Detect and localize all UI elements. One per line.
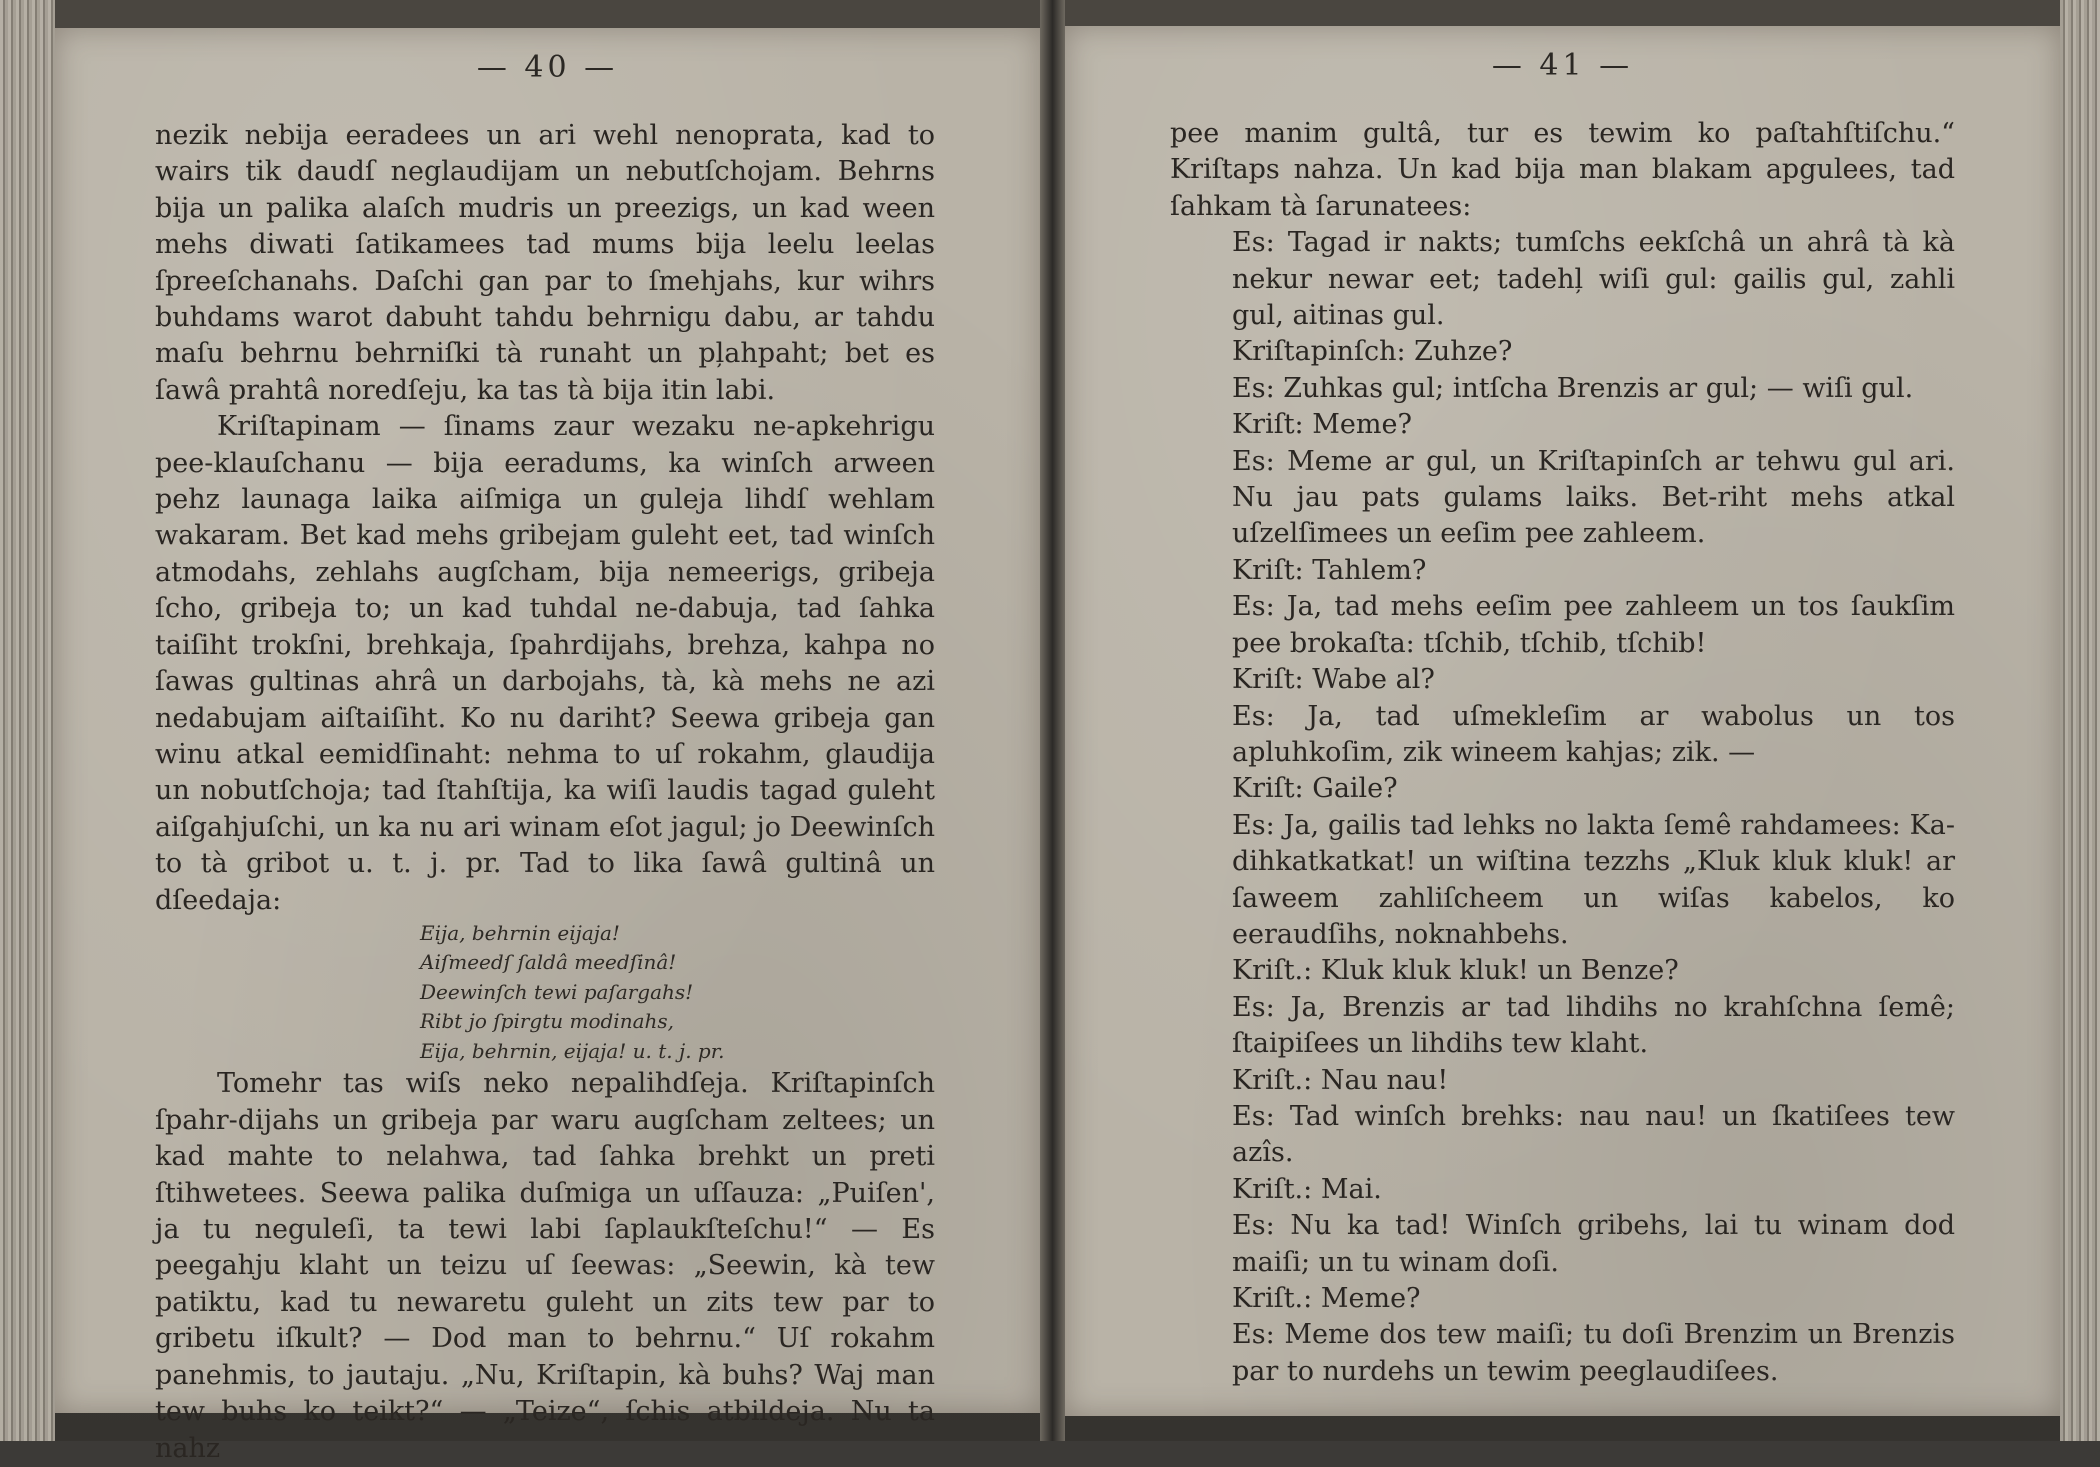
speaker-name: Kriſt.:: [1232, 955, 1313, 987]
speaker-name: Es:: [1232, 1210, 1275, 1242]
dialogue-line: [1170, 771, 1955, 807]
right-page-edges: [2060, 0, 2100, 1441]
dialogue-line: [1170, 1063, 1955, 1099]
dialogue-line: [1170, 1281, 1955, 1317]
paragraph: Kriſtapinam — ſinams zaur wezaku ne-apkehrigu pee-klauſchanu — bija eeradums, ka winſch arween pehz launaga laika aiſmiga un guleja lihdſ wehlam wakaram. Bet kad mehs gribejam guleht eet, tad winſch atmodahs, zehlahs augſcham, bija nemeerigs, gribeja ſcho, gribeja to; un kad tuhdal ne-dabuja, tad ſahka taiſiht trokſni, brehkaja, ſpahrdijahs, brehza, kahpa no ſawas gultinas ahrâ un darbojahs, tà, kà mehs ne azi nedabujam aiſtaiſiht. Ko nu dariht? Seewa gribeja gan winu atkal eemidſinaht: nehma to uſ rokahm, glaudija un nobutſchoja; tad ſtahſtija, ka wiſi laudis tagad guleht aiſgahjuſchi, un ka nu ari winam eſot jagul; jo Deewinſch to tà gribot u. t. j. pr. Tad to lika ſawâ gultinâ un dſeedaja:: [155, 411, 935, 916]
dialogue-line: [1170, 662, 1955, 698]
dialogue-line: [1170, 1172, 1955, 1208]
page-number-left: — 40 —: [476, 50, 619, 85]
dialogue-line: [1170, 1317, 1955, 1390]
speaker-name: Kriſt.:: [1232, 1173, 1313, 1205]
speaker-text: Tahlem?: [1312, 554, 1427, 586]
speaker-name: Kriſt.:: [1232, 1283, 1313, 1314]
speaker-text: Tagad ir nakts; tumſchs eekſchâ un ahrâ tà kà nekur newar eet; tadehļ wiſi gul: gailis gul, zahli gul, aitinas gul.: [1232, 227, 1955, 332]
speaker-name: Es:: [1232, 809, 1275, 841]
book-gutter: [1040, 0, 1065, 1441]
paragraph: pee manim gultâ, tur es tewim ko paſtahſtiſchu.“ Kriſtaps nahza. Un kad bija man blakam apgulees, tad ſahkam tà ſarunatees:: [1170, 118, 1955, 222]
speaker-name: Kriſt:: [1232, 773, 1304, 805]
left-page-edges: [0, 0, 55, 1441]
speaker-text: Mai.: [1320, 1173, 1382, 1205]
dialogue-line: [1170, 553, 1955, 589]
paragraph: Tomehr tas wiſs neko nepalihdſeja. Kriſtapinſch ſpahr-dijahs un gribeja par waru augſcham zeltees; un kad mahte to nelahwa, tad ſahka brehkt un preti ſtihwetees. Seewa palika duſmiga un uſſauza: „Puiſen', ja tu neguleſi, ta tewi labi ſaplaukſteſchu!“ — Es peegahju klaht un teizu uſ ſeewas: „Seewin, kà tew patiktu, kad tu newaretu guleht un zits tew par to gribetu iſkult? — Dod man to behrnu.“ Uſ rokahm panehmis, to jautaju. „Nu, Kriſtapin, kà buhs? Waj man tew buhs ko teikt?“ — „Teize“, ſchis atbildeja. Nu ta nahz: [155, 1068, 935, 1464]
speaker-name: Es:: [1232, 372, 1275, 404]
speaker-text: Kluk kluk kluk! un Benze?: [1320, 955, 1679, 987]
speaker-text: Gaile?: [1312, 773, 1398, 805]
dialogue-line: [1170, 334, 1955, 370]
speaker-name: Kriſt.:: [1232, 1064, 1313, 1096]
speaker-name: Es:: [1232, 1100, 1275, 1132]
speaker-text: Meme dos tew maiſi; tu doſi Brenzim un Brenzis par to nurdehs un tewim peeglaudiſees.: [1232, 1319, 1955, 1387]
page-number-right: — 41 —: [1491, 48, 1634, 83]
left-page-text: [155, 118, 935, 1467]
speaker-text: Zuhkas gul; intſcha Brenzis ar gul; — wiſi gul.: [1283, 372, 1914, 404]
speaker-text: Nau nau!: [1320, 1064, 1449, 1096]
verse-line: Aiſmeedſ ſaldâ meedſinâ!: [420, 950, 677, 975]
speaker-name: Es:: [1232, 1319, 1275, 1351]
dialogue-line: [1170, 1099, 1955, 1172]
speaker-text: Ja, gailis tad lehks no lakta ſemê rahdamees: Ka-dihkatkatkat! un wiſtina tezzhs „Kluk kluk kluk! ar ſaweem zahliſcheem un wiſas kabelos, ko eeraudſihs, noknahbehs.: [1232, 809, 1956, 950]
speaker-text: Wabe al?: [1312, 664, 1435, 696]
speaker-text: Meme?: [1320, 1283, 1421, 1314]
speaker-name: Es:: [1232, 700, 1275, 732]
dialogue-line: [1170, 953, 1955, 989]
dialogue-line: [1170, 225, 1955, 334]
verse-line: Eija, behrnin eijaja!: [420, 920, 620, 945]
dialogue-line: [1170, 444, 1955, 553]
left-page: [55, 28, 1040, 1464]
speaker-text: Tad winſch brehks: nau nau! un ſkatiſees tew azîs.: [1232, 1100, 1955, 1169]
dialogue-line: [1170, 589, 1955, 662]
speaker-text: Ja, tad mehs eeſim pee zahleem un tos ſaukſim pee brokaſta: tſchib, tſchib, tſchib!: [1232, 591, 1955, 659]
speaker-name: Es:: [1232, 591, 1275, 623]
speaker-name: Kriſt:: [1232, 554, 1304, 586]
dialogue-line: [1170, 699, 1955, 772]
speaker-name: Es:: [1232, 227, 1275, 259]
speaker-name: Kriſt:: [1232, 664, 1304, 696]
verse-line: Deewinſch tewi paſargahs!: [420, 979, 694, 1004]
dialogue-line: [1170, 1208, 1955, 1281]
verse-line: Eija, behrnin, eijaja! u. t. j. pr.: [420, 1038, 725, 1063]
speaker-text: Meme ar gul, un Kriſtapinſch ar tehwu gul ari. Nu jau pats gulams laiks. Bet-riht mehs atkal uſzelſimees un eeſim pee zahleem.: [1232, 445, 1955, 550]
right-page: [1065, 26, 2060, 1416]
speaker-text: Ja, Brenzis ar tad lihdihs no krahſchna ſemê; ſtaipiſees un lihdihs tew klaht.: [1232, 991, 1955, 1060]
lullaby-verse: [420, 919, 935, 1067]
speaker-text: Zuhze?: [1414, 336, 1513, 368]
verse-line: Ribt jo ſpirgtu modinahs,: [420, 1009, 675, 1034]
speaker-text: Meme?: [1312, 409, 1412, 441]
dialogue-line: [1170, 407, 1955, 443]
paragraph: nezik nebija eeradees un ari wehl nenoprata, kad to wairs tik daudſ neglaudijam un nebutſchojam. Behrns bija un palika alaſch mudris un preezigs, un kad ween mehs diwati ſatikamees tad mums bija leelu leelas ſpreeſchanahs. Daſchi gan par to ſmehjahs, kur wihrs buhdams warot dabuht tahdu behrnigu dabu, ar tahdu maſu behrnu behrniſki tà runaht un pļahpaht; bet es ſawâ prahtâ noredſeju, ka tas tà bija itin labi.: [155, 120, 935, 406]
speaker-name: Es:: [1232, 445, 1275, 477]
dialogue-line: [1170, 808, 1955, 954]
right-page-text: [1170, 116, 1955, 1390]
speaker-name: Es:: [1232, 991, 1275, 1023]
speaker-name: Kriſt:: [1232, 409, 1304, 441]
speaker-text: Ja, tad uſmekleſim ar wabolus un tos apluhkoſim, zik wineem kahjas; zik. —: [1232, 700, 1955, 768]
dialogue-line: [1170, 371, 1955, 407]
dialogue: [1170, 225, 1955, 1390]
dialogue-line: [1170, 990, 1955, 1063]
speaker-name: Kriſtapinſch:: [1232, 336, 1406, 368]
speaker-text: Nu ka tad! Winſch gribehs, lai tu winam dod maiſi; un tu winam doſi.: [1232, 1210, 1955, 1278]
